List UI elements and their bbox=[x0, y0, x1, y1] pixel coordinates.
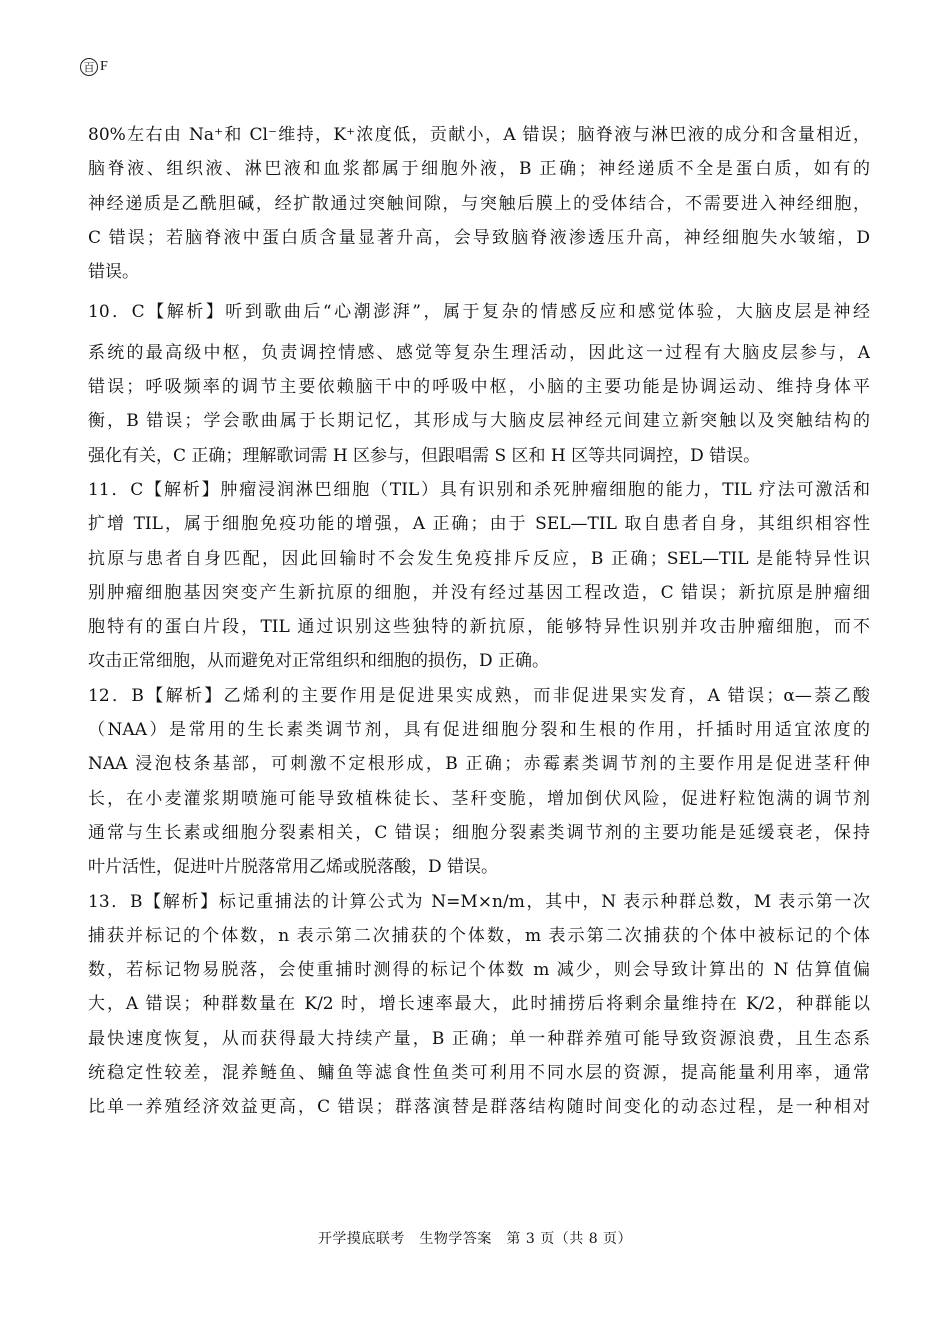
text-line: 12．B【解析】乙烯利的主要作用是促进果实成熟，而非促进果实发育，A 错误；α—萘乙酸 bbox=[88, 685, 870, 706]
text-line: 统稳定性较差，混养鲢鱼、鳙鱼等滤食性鱼类可利用不同水层的资源，提高能量利用率，通常 bbox=[88, 1063, 870, 1084]
text-line: 别肿瘤细胞基因突变产生新抗原的细胞，并没有经过基因工程改造，C 错误；新抗原是肿瘤细 bbox=[88, 582, 870, 603]
header-letter: F bbox=[100, 59, 108, 74]
text-line: 衡，B 错误；学会歌曲属于长期记忆，其形成与大脑皮层神经元间建立新突触以及突触结构的 bbox=[88, 411, 870, 432]
circle-logo: 百 bbox=[80, 58, 98, 76]
text-line: 叶片活性，促进叶片脱落常用乙烯或脱落酸，D 错误。 bbox=[88, 857, 499, 878]
text-line: 强化有关，C 正确；理解歌词需 H 区参与，但跟唱需 S 区和 H 区等共同调控，D 错误。 bbox=[88, 445, 761, 466]
text-line: NAA 浸泡枝条基部，可刺激不定根形成，B 正确；赤霉素类调节剂的主要作用是促进茎秆伸 bbox=[88, 754, 870, 775]
text-line: 脑脊液、组织液、淋巴液和血浆都属于细胞外液，B 正确；神经递质不全是蛋白质，如有的 bbox=[88, 159, 870, 180]
text-line: 大，A 错误；种群数量在 K/2 时，增长速率最大，此时捕捞后将剩余量维持在 K/2，种群能以 bbox=[88, 994, 870, 1015]
text-line: 最快速度恢复，从而获得最大持续产量，B 正确；单一种群养殖可能导致资源浪费，且生态系 bbox=[88, 1028, 870, 1049]
text-line: 错误。 bbox=[88, 262, 139, 283]
text-line: 攻击正常细胞，从而避免对正常组织和细胞的损伤，D 正确。 bbox=[88, 651, 550, 672]
text-line: （NAA）是常用的生长素类调节剂，具有促进细胞分裂和生根的作用，扦插时用适宜浓度的 bbox=[88, 720, 870, 741]
page-header bbox=[80, 58, 108, 76]
text-line: 长，在小麦灌浆期喷施可能导致植株徒长、茎秆变脆，增加倒伏风险，促进籽粒饱满的调节剂 bbox=[88, 788, 870, 809]
text-line: 11．C【解析】肿瘤浸润淋巴细胞（TIL）具有识别和杀死肿瘤细胞的能力，TIL 疗法可激活和 bbox=[88, 479, 870, 500]
page-footer: 开学摸底联考 生物学答案 第 3 页（共 8 页） bbox=[317, 1231, 633, 1247]
answer-text-body bbox=[88, 118, 870, 1125]
text-line: 扩增 TIL，属于细胞免疫功能的增强，A 正确；由于 SEL—TIL 取自患者自身，其组织相容性 bbox=[88, 514, 870, 535]
text-line: 比单一养殖经济效益更高，C 错误；群落演替是群落结构随时间变化的动态过程，是一种相对 bbox=[88, 1097, 870, 1118]
text-line: 通常与生长素或细胞分裂素相关，C 错误；细胞分裂素类调节剂的主要功能是延缓衰老，保持 bbox=[88, 822, 870, 843]
text-line: 错误；呼吸频率的调节主要依赖脑干中的呼吸中枢，小脑的主要功能是协调运动、维持身体平 bbox=[88, 377, 870, 398]
text-line: 神经递质是乙酰胆碱，经扩散通过突触间隙，与突触后膜上的受体结合，不需要进入神经细胞， bbox=[88, 193, 870, 214]
text-line: 系统的最高级中枢，负责调控情感、感觉等复杂生理活动，因此这一过程有大脑皮层参与，A bbox=[88, 342, 870, 363]
text-line: 13．B【解析】标记重捕法的计算公式为 N=M×n/m，其中，N 表示种群总数，M 表示第一次 bbox=[88, 891, 870, 912]
text-line: 10．C【解析】听到歌曲后“心潮澎湃”，属于复杂的情感反应和感觉体验，大脑皮层是神经 bbox=[88, 302, 870, 323]
text-line: 捕获并标记的个体数，n 表示第二次捕获的个体数，m 表示第二次捕获的个体中被标记的个体 bbox=[88, 925, 870, 946]
text-line: 胞特有的蛋白片段，TIL 通过识别这些独特的新抗原，能够特异性识别并攻击肿瘤细胞，而不 bbox=[88, 617, 870, 638]
text-line: 80%左右由 Na⁺和 Cl⁻维持，K⁺浓度低，贡献小，A 错误；脑脊液与淋巴液的成分和含量相近， bbox=[88, 125, 870, 145]
text-line: 抗原与患者自身匹配，因此回输时不会发生免疫排斥反应，B 正确；SEL—TIL 是能特异性识 bbox=[88, 548, 870, 569]
text-line: C 错误；若脑脊液中蛋白质含量显著升高，会导致脑脊液渗透压升高，神经细胞失水皱缩，D bbox=[88, 227, 870, 248]
text-line: 数，若标记物易脱落，会使重捕时测得的标记个体数 m 减少，则会导致计算出的 N 估算值偏 bbox=[88, 960, 870, 981]
